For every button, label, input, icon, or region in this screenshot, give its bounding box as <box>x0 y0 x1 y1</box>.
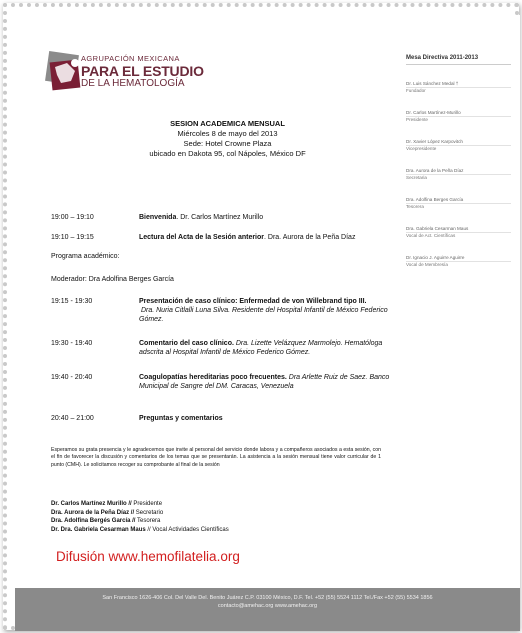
member-role: Secretaria <box>406 175 427 180</box>
member-name: Dr. Luis Sánchez Medal † <box>406 81 511 88</box>
session-address: ubicado en Dakota 95, col Nápoles, México DF <box>149 149 306 158</box>
agenda-speaker: Dra. Nuria Citlalli Luna Silva. Residente del Hospital Infantil de México Federico Gómez. <box>139 307 388 323</box>
agenda-speaker: . Dr. Carlos Martínez Murillo <box>176 214 264 221</box>
footer-bar <box>15 588 520 631</box>
signature-line <box>51 500 229 509</box>
footer-address: San Francisco 1626-406 Col. Del Valle Del. Benito Juárez C.P. 03100 México, D.F. Tel. +52 (55) 5524 1112 Tel./Fax +52 (55) 5534 1856 <box>102 595 433 601</box>
signature-role: Tesorera <box>135 518 161 525</box>
signature-name: Dr. Dra. Gabriela Cesarman Maus <box>51 526 146 533</box>
signature-role: Presidente <box>131 501 163 507</box>
agenda-time: 19:10 – 19:15 <box>51 234 94 241</box>
board-member <box>406 168 511 180</box>
board-member <box>406 81 511 93</box>
agenda-title: Presentación de caso clínico: Enfermedad de von Willebrand tipo III. <box>139 298 367 305</box>
signature-role: // Vocal Actividades Científicas <box>145 526 229 533</box>
agenda-speaker: Dra. Lizette Velázquez Marmolejo. Hematóloga adscrita al Hospital Infantil de México Federico Gómez. <box>139 340 383 356</box>
member-name: Dr. Carlos Martínez-Murillo <box>406 110 511 117</box>
agenda-title: Comentario del caso clínico. <box>139 340 234 347</box>
board-sidebar <box>406 55 511 284</box>
signature-name: Dr. Carlos Martínez Murillo // <box>51 501 132 507</box>
session-title: SESION ACADEMICA MENSUAL <box>170 119 285 128</box>
agenda-speaker: . Dra. Aurora de la Peña Díaz <box>264 234 356 241</box>
member-role: Presidente <box>406 117 428 122</box>
agenda-time: 19:40 - 20:40 <box>51 374 93 381</box>
signature-line <box>51 526 229 535</box>
member-name: Dra. Gabriela Cesarman Maus <box>406 226 511 233</box>
footer-contact[interactable]: contacto@amehac.org www.amehac.org <box>217 603 318 609</box>
board-member <box>406 226 511 238</box>
logo-line-2: PARA EL ESTUDIO <box>81 62 204 79</box>
invitation-note: Esperamos su grata presencia y le agradecemos que invite al personal del servicio donde labora y a compañeros asociados a esta sesión, con el fin de favorecer la discusión y comentarios de los temas que se presentarán. La asistencia a la sesión mensual tiene valor curricular de 1 punto (CMH). Le solicitamos recoger su comprobante al final de la sesión <box>51 447 381 468</box>
signature-name: Dra. Adolfina Bergés García // <box>51 518 136 525</box>
board-title: Mesa Directiva 2011-2013 <box>406 55 511 65</box>
amehac-logo <box>45 47 225 99</box>
signature-name: Dra. Aurora de la Peña Díaz // <box>51 509 135 516</box>
member-name: Dra. Aurora de la Peña Díaz <box>406 168 511 175</box>
board-member <box>406 197 511 209</box>
agenda-time: 19:00 – 19:10 <box>51 214 94 221</box>
moderator: Moderador: Dra Adolfina Berges García <box>51 276 174 283</box>
member-role: Vicepresidente <box>406 146 437 151</box>
agenda-title: Preguntas y comentarios <box>139 415 223 422</box>
board-member <box>406 139 511 151</box>
signature-role: Secretario <box>134 509 164 516</box>
member-name: Dr. Xavier López Karpovitch <box>406 139 511 146</box>
logo-line-3: DE LA HEMATOLOGÍA <box>81 77 185 89</box>
difusion-link[interactable]: Difusión www.hemofilatelia.org <box>56 549 240 564</box>
member-role: Vocal de Membresía <box>406 262 448 267</box>
agenda-speaker: Dra Arlette Ruiz de Saez. Banco Municipal de Sangre del DM. Caracas, Venezuela <box>139 374 390 390</box>
signature-line <box>51 517 229 526</box>
member-name: Dr. Ignacio J. Aguirre Aguirre <box>406 255 511 262</box>
board-member <box>406 110 511 122</box>
agenda-title: Coagulopatías hereditarias poco frecuentes. <box>139 374 287 381</box>
letterhead-page <box>15 15 520 631</box>
session-date: Miércoles 8 de mayo del 2013 <box>177 129 278 138</box>
member-name: Dra. Adolfina Berges García <box>406 197 511 204</box>
program-label: Programa académico: <box>51 253 120 260</box>
signatures <box>51 500 229 534</box>
board-member <box>406 255 511 267</box>
agenda-title: Lectura del Acta de la Sesión anterior <box>139 234 265 241</box>
session-venue: Sede: Hotel Crowne Plaza <box>183 139 272 148</box>
logo-line-1: AGRUPACIÓN MEXICANA <box>81 54 180 63</box>
stamp-frame <box>3 3 519 630</box>
agenda-title: Bienvenida <box>139 214 177 221</box>
session-header <box>105 119 350 159</box>
member-role: Tesorera <box>406 204 424 209</box>
member-role: Vocal de Act. Científicas <box>406 233 456 238</box>
signature-line <box>51 509 229 518</box>
agenda-time: 19:15 - 19:30 <box>51 298 93 305</box>
agenda-time: 20:40 – 21:00 <box>51 415 94 422</box>
agenda-time: 19:30 - 19:40 <box>51 340 93 347</box>
member-role: Fundador <box>406 88 426 93</box>
